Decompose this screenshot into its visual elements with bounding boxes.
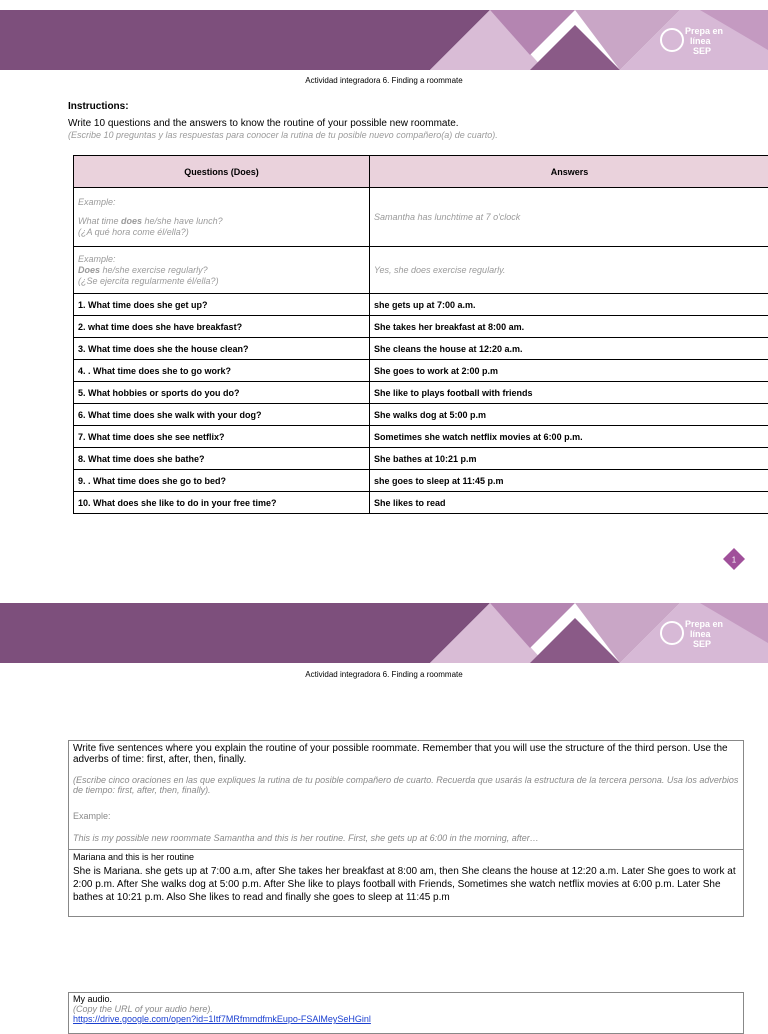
- question-cell[interactable]: 6. What time does she walk with your dog?: [74, 404, 370, 426]
- question-cell[interactable]: 9. . What time does she go to bed?: [74, 470, 370, 492]
- question-cell[interactable]: 1. What time does she get up?: [74, 294, 370, 316]
- example-label: Example:: [78, 254, 365, 265]
- answer-cell[interactable]: She likes to read: [370, 492, 768, 514]
- table-row: [74, 404, 768, 426]
- table-header-row: [74, 156, 768, 188]
- svg-text:SEP: SEP: [693, 46, 711, 56]
- answer-cell[interactable]: She walks dog at 5:00 p.m: [370, 404, 768, 426]
- table-row: [74, 360, 768, 382]
- example-question-translation: (¿Se ejercita regularmente él/ella?): [78, 276, 365, 287]
- routine-writing-box: [68, 740, 744, 917]
- table-row: [74, 382, 768, 404]
- table-row: [74, 470, 768, 492]
- table-row: [74, 294, 768, 316]
- document-title: Actividad integradora 6. Finding a roommate: [0, 76, 768, 85]
- example-question-cell: [74, 247, 370, 294]
- answer-cell[interactable]: She goes to work at 2:00 p.m: [370, 360, 768, 382]
- prompt-translation: (Escribe cinco oraciones en las que expliques la rutina de tu posible compañero de cuarto. Recuerda que usarás la estructura de la tercera persona. Usa los adverbios de tiempo: first, after, then, finally).: [73, 775, 739, 795]
- question-cell[interactable]: 2. what time does she have breakfast?: [74, 316, 370, 338]
- table-row: [74, 338, 768, 360]
- table-row: [74, 426, 768, 448]
- svg-text:línea: línea: [690, 36, 712, 46]
- answer-cell[interactable]: she goes to sleep at 11:45 p.m: [370, 470, 768, 492]
- question-cell[interactable]: 7. What time does she see netflix?: [74, 426, 370, 448]
- question-cell[interactable]: 10. What does she like to do in your free time?: [74, 492, 370, 514]
- prompt-section: [69, 741, 743, 850]
- example-text: This is my possible new roommate Samantha and this is her routine. First, she gets up at 6:00 in the morning, after…: [73, 833, 739, 843]
- svg-text:1: 1: [732, 556, 737, 565]
- question-cell[interactable]: 3. What time does she the house clean?: [74, 338, 370, 360]
- answer-cell[interactable]: She cleans the house at 12:20 a.m.: [370, 338, 768, 360]
- document-title: Actividad integradora 6. Finding a roommate: [0, 670, 768, 679]
- header-banner-page1: [0, 10, 768, 70]
- example-answer-cell: Yes, she does exercise regularly.: [370, 247, 768, 294]
- answer-section[interactable]: [69, 850, 743, 916]
- example-row: [74, 188, 768, 247]
- example-label: Example:: [73, 811, 739, 821]
- questions-answers-table: [73, 155, 768, 514]
- question-cell[interactable]: 4. . What time does she to go work?: [74, 360, 370, 382]
- answer-cell[interactable]: She like to plays football with friends: [370, 382, 768, 404]
- answer-cell[interactable]: She bathes at 10:21 p.m: [370, 448, 768, 470]
- question-cell[interactable]: 8. What time does she bathe?: [74, 448, 370, 470]
- instructions-text: Write 10 questions and the answers to know the routine of your possible new roommate.: [68, 118, 459, 129]
- header-banner-page2: [0, 603, 768, 663]
- example-question: What time does he/she have lunch?: [78, 216, 365, 227]
- audio-hint: (Copy the URL of your audio here).: [73, 1004, 739, 1014]
- audio-label: My audio.: [73, 994, 739, 1004]
- answer-text[interactable]: She is Mariana. she gets up at 7:00 a.m, after She takes her breakfast at 8:00 am, then She cleans the house at 12:20 a.m. Later She goes to work at 2:00 p.m. After She walks dog at 5:00 p.m. After She like to plays football with Friends, Sometimes she watch netflix movies at 6:00 p.m. Later She bathes at 10:21 p.m. Also She likes to read and finally she goes to sleep at 11:45 p.m: [73, 865, 739, 904]
- page-number-badge: [723, 548, 745, 570]
- table-row: [74, 316, 768, 338]
- example-question: Does he/she exercise regularly?: [78, 265, 365, 276]
- example-question-cell: [74, 188, 370, 247]
- answer-cell[interactable]: She takes her breakfast at 8:00 am.: [370, 316, 768, 338]
- prompt-text: Write five sentences where you explain the routine of your possible roommate. Remember that you will use the structure of the third person. Use the adverbs of time: first, after, then, finally.: [73, 743, 739, 765]
- instructions-translation: (Escribe 10 preguntas y las respuestas para conocer la rutina de tu posible nuevo compañero(a) de cuarto).: [68, 130, 498, 140]
- svg-text:Prepa en: Prepa en: [685, 619, 723, 629]
- answer-intro: Mariana and this is her routine: [73, 852, 739, 862]
- table-row: [74, 492, 768, 514]
- example-row: [74, 247, 768, 294]
- instructions-heading: Instructions:: [68, 101, 129, 112]
- column-header-answers: Answers: [370, 156, 768, 188]
- example-label: Example:: [78, 197, 365, 208]
- table-row: [74, 448, 768, 470]
- answer-cell[interactable]: Sometimes she watch netflix movies at 6:00 p.m.: [370, 426, 768, 448]
- column-header-questions: Questions (Does): [74, 156, 370, 188]
- svg-text:SEP: SEP: [693, 639, 711, 649]
- svg-text:Prepa en: Prepa en: [685, 26, 723, 36]
- example-answer-cell: Samantha has lunchtime at 7 o'clock: [370, 188, 768, 247]
- svg-text:línea: línea: [690, 629, 712, 639]
- answer-cell[interactable]: she gets up at 7:00 a.m.: [370, 294, 768, 316]
- question-cell[interactable]: 5. What hobbies or sports do you do?: [74, 382, 370, 404]
- audio-url-link[interactable]: https://drive.google.com/open?id=1Itf7MRfmmdfmkEupo-FSAlMeySeHGinl: [73, 1014, 739, 1024]
- example-question-translation: (¿A qué hora come él/ella?): [78, 227, 365, 238]
- audio-box: [68, 992, 744, 1034]
